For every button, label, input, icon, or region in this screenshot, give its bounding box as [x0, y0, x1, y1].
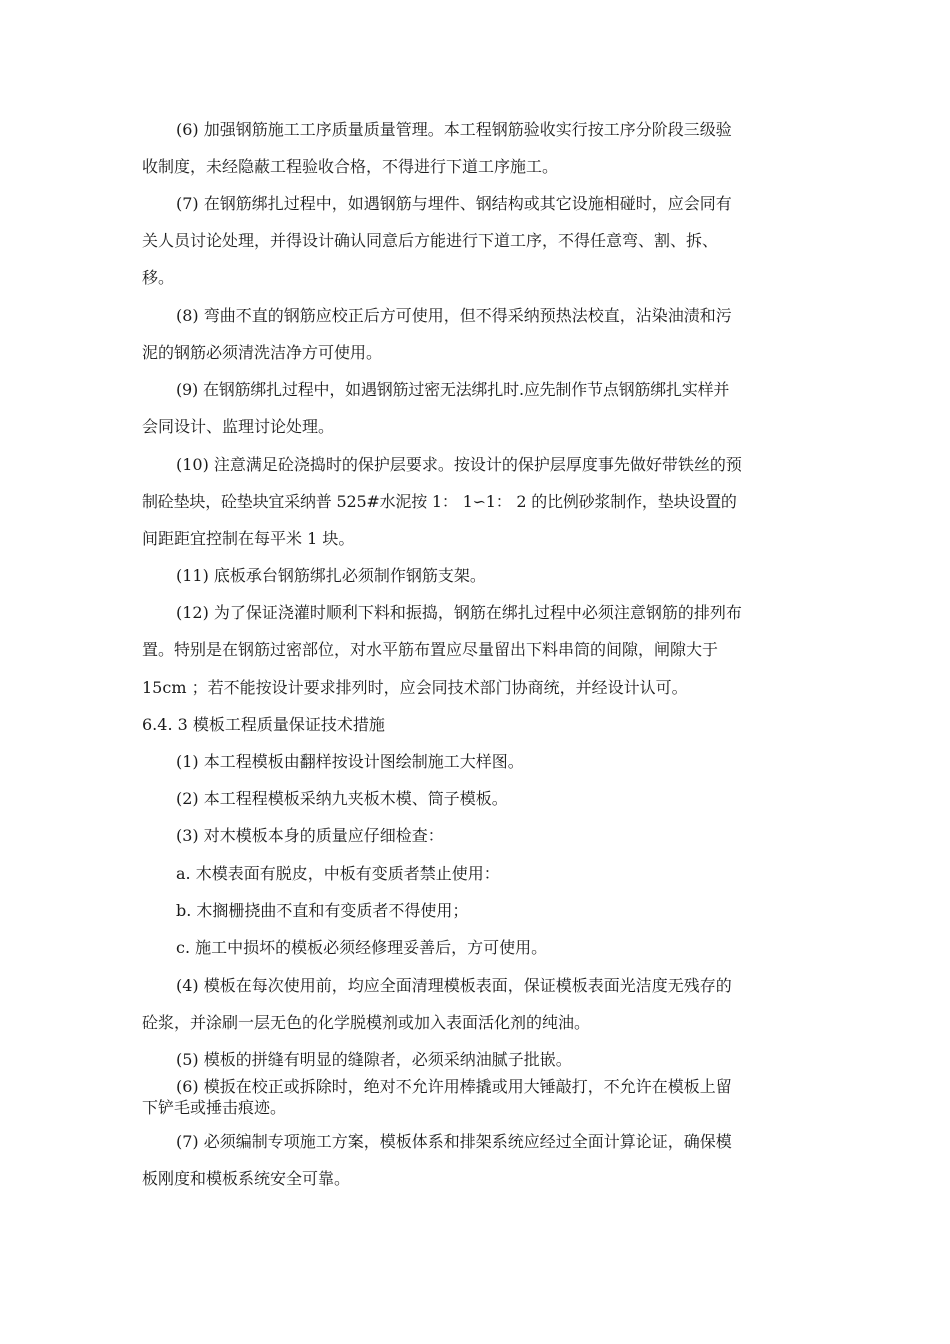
paragraph-10-line-1: (10) 注意满足砼浇捣时的保护层要求。按设计的保护层厚度事先做好带铁丝的预: [176, 455, 742, 474]
template-subitem-a: a. 木模表面有脱皮，中板有变质者禁止使用：: [176, 864, 500, 883]
template-item-3: (3) 对木模板本身的质量应仔细检查：: [176, 826, 444, 845]
paragraph-12-line-1: (12) 为了保证浇灌时顺利下料和振捣，钢筋在绑扎过程中必须注意钢筋的排列布: [176, 603, 742, 622]
paragraph-7-line-3: 移。: [142, 268, 175, 287]
paragraph-12-line-2: 置。特别是在钢筋过密部位，对水平筋布置应尽量留出下料串筒的间隙，闸隙大于: [142, 640, 719, 659]
template-item-4-line-2: 砼浆，并涂刷一层无色的化学脱模剂或加入表面活化剂的纯油。: [142, 1013, 591, 1032]
template-item-2: (2) 本工程程模板采纳九夹板木模、筒子模板。: [176, 789, 508, 808]
paragraph-10-line-2: 制砼垫块，砼垫块宜采纳普 525#水泥按 1： 1∽1： 2 的比例砂浆制作，垫块设置的: [142, 492, 737, 511]
template-item-4-line-1: (4) 模板在每次使用前，均应全面清理模板表面，保证模板表面光洁度无残存的: [176, 976, 732, 995]
paragraph-7-line-1: (7) 在钢筋绑扎过程中，如遇钢筋与埋件、钢结构或其它设施相碰时，应会同有: [176, 194, 732, 213]
template-item-1: (1) 本工程模板由翻样按设计图绘制施工大样图。: [176, 752, 524, 771]
paragraph-10-line-3: 间距距宜控制在每平米 1 块。: [142, 529, 355, 548]
paragraph-8-line-1: (8) 弯曲不直的钢筋应校正后方可使用，但不得采纳预热法校直，沾染油渍和污: [176, 306, 732, 325]
template-subitem-c: c. 施工中损坏的模板必须经修理妥善后，方可使用。: [176, 938, 548, 957]
template-item-7-line-2: 板刚度和模板系统安全可靠。: [142, 1169, 351, 1188]
template-item-5: (5) 模板的拼缝有明显的缝隙者，必须采纳油腻子批嵌。: [176, 1050, 572, 1069]
paragraph-6-line-2: 收制度，未经隐蔽工程验收合格，不得进行下道工序施工。: [142, 157, 559, 176]
paragraph-6-line-1: (6) 加强钢筋施工工序质量质量管理。本工程钢筋验收实行按工序分阶段三级验: [176, 120, 732, 139]
paragraph-7-line-2: 关人员讨论处理，并得设计确认同意后方能进行下道工序，不得任意弯、割、拆、: [142, 231, 719, 250]
section-heading: 6.4. 3 模板工程质量保证技术措施: [142, 715, 385, 734]
template-subitem-b: b. 木搁栅挠曲不直和有变质者不得使用；: [176, 901, 469, 920]
template-item-6-line-2: 下铲毛或捶击痕迹。: [142, 1098, 287, 1117]
template-item-6-line-1: (6) 模扳在校正或拆除时，绝对不允许用棒撬或用大锤敲打，不允许在模板上留: [176, 1077, 732, 1096]
paragraph-12-line-3: 15cm ；若不能按设计要求排列时，应会同技术部门协商统，并经设计认可。: [142, 678, 688, 697]
paragraph-8-line-2: 泥的钢筋必须清洗洁净方可使用。: [142, 343, 383, 362]
paragraph-9-line-2: 会同设计、监理讨论处理。: [142, 417, 335, 436]
template-item-7-line-1: (7) 必须编制专项施工方案，模板体系和排架系统应经过全面计算论证，确保模: [176, 1132, 732, 1151]
paragraph-11-line-1: (11) 底板承台钢筋绑扎必须制作钢筋支架。: [176, 566, 486, 585]
paragraph-9-line-1: (9) 在钢筋绑扎过程中，如遇钢筋过密无法绑扎时.应先制作节点钢筋绑扎实样并: [176, 380, 730, 399]
